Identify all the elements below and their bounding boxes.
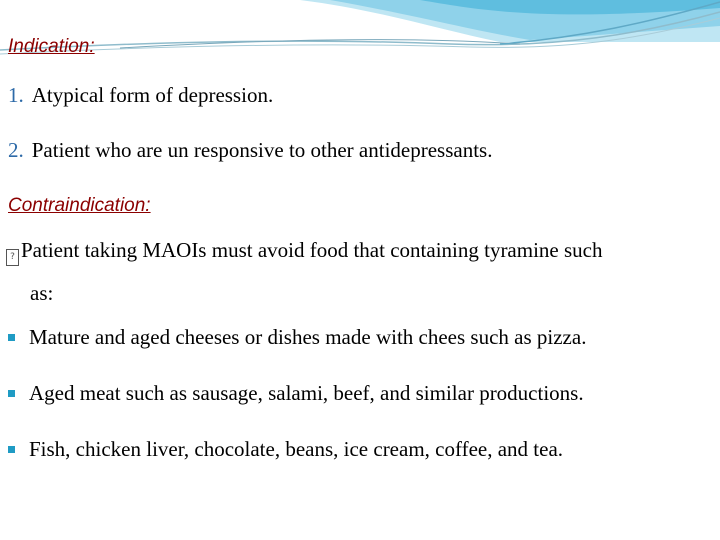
item-number: 2. bbox=[8, 138, 24, 162]
square-bullet-icon bbox=[8, 446, 15, 453]
contraindication-intro bbox=[6, 240, 603, 266]
bullet-item-1 bbox=[8, 327, 586, 348]
item-text: Patient who are un responsive to other antidepressants. bbox=[31, 138, 493, 162]
intro-text-line1: Patient taking MAOIs must avoid food that containing tyramine such bbox=[21, 238, 603, 262]
bullet-item-3 bbox=[8, 439, 563, 460]
bullet-text: Aged meat such as sausage, salami, beef, and similar productions. bbox=[29, 381, 584, 405]
indication-heading: Indication: bbox=[8, 36, 95, 57]
bullet-text: Fish, chicken liver, chocolate, beans, ice cream, coffee, and tea. bbox=[29, 437, 564, 461]
indication-item-1 bbox=[8, 85, 273, 106]
item-text: Atypical form of depression. bbox=[31, 83, 274, 107]
contraindication-heading: Contraindication: bbox=[8, 195, 151, 216]
bullet-item-2 bbox=[8, 383, 584, 404]
item-number: 1. bbox=[8, 83, 24, 107]
indication-item-2 bbox=[8, 140, 492, 161]
square-bullet-icon bbox=[8, 334, 15, 341]
contraindication-intro-continued: as: bbox=[30, 281, 54, 305]
bullet-text: Mature and aged cheeses or dishes made with chees such as pizza. bbox=[29, 325, 587, 349]
missing-glyph-icon: ? bbox=[6, 249, 19, 266]
decorative-swoosh-header bbox=[0, 0, 720, 70]
square-bullet-icon bbox=[8, 390, 15, 397]
